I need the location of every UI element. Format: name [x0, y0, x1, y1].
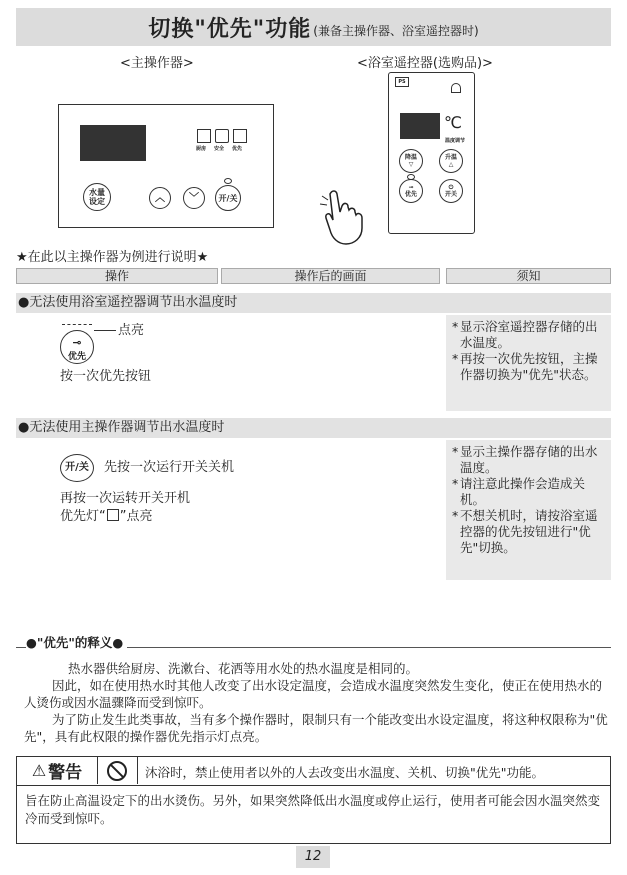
warning-triangle-icon: ⚠ — [31, 761, 47, 780]
note-marker: * — [452, 351, 459, 366]
remote-display — [400, 113, 440, 139]
note-text: 请注意此操作会造成关机。 — [460, 476, 586, 507]
remote-mini-label: 温度调节 — [445, 138, 466, 144]
remote-power-label: 开关 — [444, 191, 457, 198]
note-text: 不想关机时，请按浴室遥控器的优先按钮进行"优先"切换。 — [460, 508, 598, 555]
icon-safety-label: 安全 — [214, 146, 225, 152]
remote-controller — [388, 72, 475, 234]
page-number: 12 — [296, 846, 330, 868]
explain-heading: ●"优先"的释义● — [26, 633, 127, 651]
leader-line — [94, 330, 116, 331]
key-icon: ⊸ — [72, 336, 82, 349]
note-marker: * — [452, 444, 459, 459]
note-item — [452, 508, 607, 556]
water-temp-set-button[interactable]: 水量 设定 — [83, 183, 111, 211]
explain-paragraph-2 — [24, 677, 609, 711]
step3-suffix: ”点亮 — [119, 509, 153, 524]
step3-prefix: 优先灯“ — [60, 509, 106, 524]
note-marker: * — [452, 476, 459, 491]
icon-priority — [233, 129, 247, 143]
remote-up-label: 升温 — [444, 154, 457, 161]
prohibit-cell — [97, 757, 138, 784]
icon-kitchen — [197, 129, 211, 143]
remote-lamp-icon — [451, 83, 461, 93]
explain-paragraph-2-text: 因此，如在使用热水时其他人改变了出水设定温度，会造成水温度突然发生变化，使正在使用热水的人烫伤或因水温骤降而受到惊吓。 — [24, 678, 603, 710]
priority-button-illustration — [60, 330, 94, 364]
warning-detail: 旨在防止高温设定下的出水烫伤。另外，如果突然降低出水温度或停止运行，使用者可能会因水温突然变冷而受到惊吓。 — [16, 786, 611, 844]
light-label: 点亮 — [118, 323, 145, 338]
section2-step1: 先按一次运行开关关机 — [104, 460, 235, 475]
key-icon: ⊸ — [408, 184, 414, 191]
remote-up-button[interactable] — [439, 149, 463, 173]
warning-label: 警告 — [48, 763, 83, 783]
note-text: 再按一次优先按钮，主操作器切换为"优先"状态。 — [460, 351, 598, 382]
remote-badge: PS — [395, 77, 409, 87]
priority-indicator-icon — [107, 509, 119, 521]
power-button-illustration: 开/关 — [60, 454, 94, 482]
note-text: 显示浴室遥控器存储的出水温度。 — [460, 319, 598, 350]
remote-priority-button[interactable] — [399, 179, 423, 203]
warning-label-cell — [17, 757, 98, 784]
down-button[interactable] — [183, 187, 205, 209]
main-display — [80, 125, 146, 161]
explain-paragraph-3: 为了防止发生此类事故，当有多个操作器时，限制只有一个能改变出水设定温度，将这种权限称为"优先"，具有此权限的操作器优先指示灯点亮。 — [24, 712, 608, 744]
note-item — [452, 476, 607, 508]
note-marker: * — [452, 508, 459, 523]
section1-title: ●无法使用浴室遥控器调节出水温度时 — [16, 293, 611, 313]
note-marker: * — [452, 319, 459, 334]
explain-paragraph-1: 热水器供给厨房、洗漱台、花洒等用水处的热水温度是相同的。 — [68, 661, 419, 676]
note-item — [452, 351, 607, 383]
note-item — [452, 319, 607, 351]
power-icon: ⏻ — [448, 184, 454, 191]
header-screen: 操作后的画面 — [221, 268, 440, 284]
power-led — [224, 178, 232, 184]
warning-box — [16, 756, 611, 786]
section1-notes — [446, 315, 611, 411]
section2-title: ●无法使用主操作器调节出水温度时 — [16, 418, 611, 438]
section2-step3 — [60, 508, 153, 526]
triangle-down-icon: ▽ — [408, 161, 414, 168]
chevron-up-icon: ︿ — [155, 192, 165, 204]
up-button[interactable] — [149, 187, 171, 209]
hand-pointer-icon — [318, 190, 368, 246]
degree-symbol: ℃ — [444, 113, 462, 132]
power-button[interactable]: 开/关 — [215, 185, 241, 211]
remote-power-button[interactable] — [439, 179, 463, 203]
chevron-down-icon: ﹀ — [189, 192, 199, 204]
page-title: 切换"优先"功能 — [148, 16, 312, 42]
header-operation: 操作 — [16, 268, 218, 284]
priority-button-label: 优先 — [67, 352, 86, 362]
triangle-up-icon: △ — [448, 161, 454, 168]
page-subtitle: (兼备主操作器、浴室遥控器时) — [313, 23, 479, 38]
icon-kitchen-label: 厨房 — [196, 146, 207, 152]
main-controller-label: <主操作器> — [120, 56, 194, 71]
intro-text: ★在此以主操作器为例进行说明★ — [16, 250, 209, 265]
note-text: 显示主操作器存储的出水温度。 — [460, 444, 598, 475]
title-bar — [16, 8, 611, 46]
section2-notes — [446, 440, 611, 580]
remote-down-label: 降温 — [404, 154, 417, 161]
light-rays-icon — [62, 324, 92, 333]
section2-step2: 再按一次运转开关开机 — [60, 491, 191, 506]
warning-text: 沐浴时，禁止使用者以外的人去改变出水温度、关机、切换"优先"功能。 — [145, 765, 545, 780]
section1-action: 按一次优先按钮 — [60, 369, 152, 384]
header-notes: 须知 — [446, 268, 611, 284]
remote-priority-label: 优先 — [404, 191, 417, 198]
icon-safety — [215, 129, 229, 143]
main-controller — [58, 104, 274, 228]
icon-priority-label: 优先 — [232, 146, 243, 152]
remote-down-button[interactable] — [399, 149, 423, 173]
prohibit-icon — [106, 760, 128, 782]
remote-controller-label: <浴室遥控器(选购品)> — [357, 56, 493, 71]
note-item — [452, 444, 607, 476]
